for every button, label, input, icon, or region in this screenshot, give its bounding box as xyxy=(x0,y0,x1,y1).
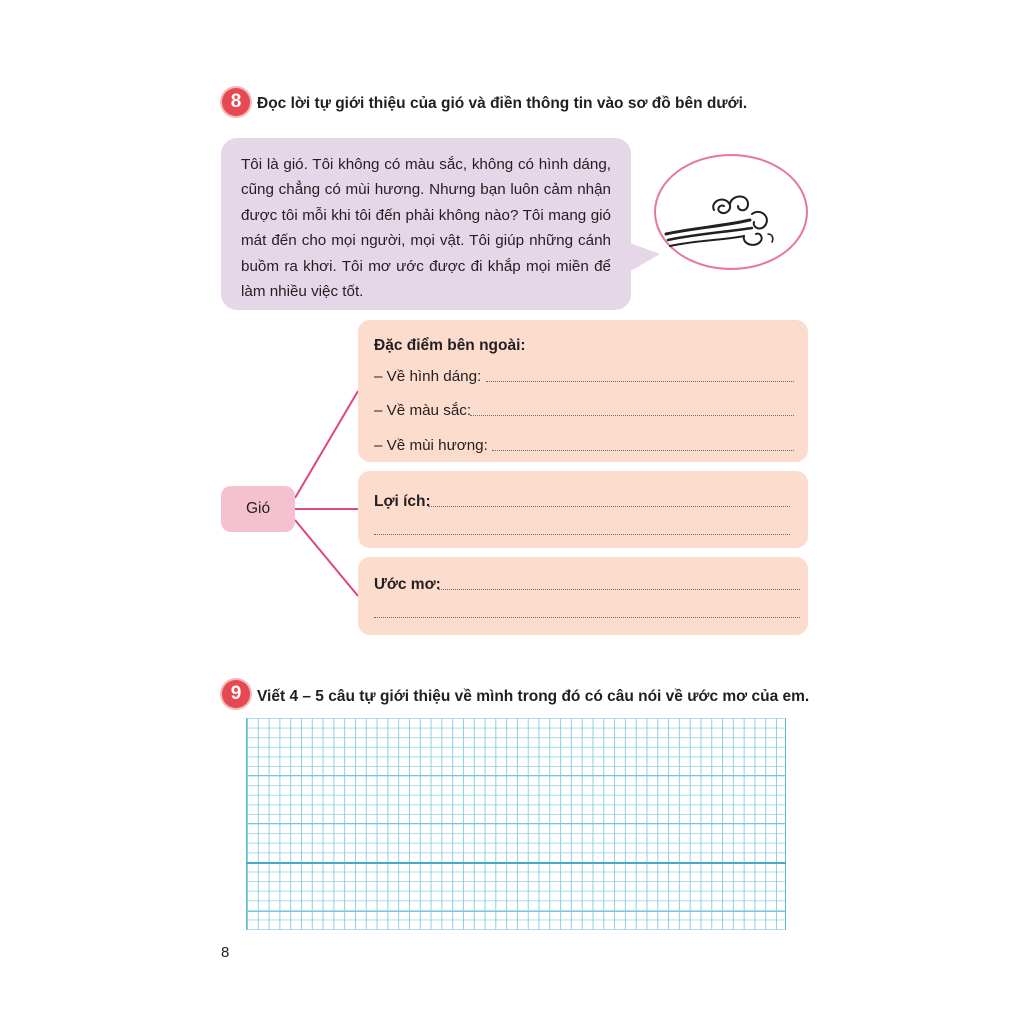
exercise-9-title: Viết 4 – 5 câu tự giới thiệu về mình trong đó có câu nói về ước mơ của em. xyxy=(257,688,810,705)
grid-line-divider xyxy=(246,862,786,864)
shape-label: – Về hình dáng: xyxy=(374,368,482,385)
benefit-box xyxy=(358,471,808,548)
benefit-answer-line-2[interactable] xyxy=(374,534,790,535)
grid-line-row-2 xyxy=(246,823,786,824)
color-answer-line[interactable] xyxy=(470,415,794,416)
exercise-8-title: Đọc lời tự giới thiệu của gió và điền thông tin vào sơ đồ bên dưới. xyxy=(257,95,748,112)
exercise-8-badge: 8 xyxy=(222,88,250,116)
exercise-9-badge: 9 xyxy=(222,680,250,708)
page-number: 8 xyxy=(221,944,230,961)
appearance-box xyxy=(358,320,808,462)
smell-answer-line[interactable] xyxy=(492,450,794,451)
benefit-label: Lợi ích: xyxy=(374,493,431,510)
appearance-heading: Đặc điểm bên ngoài: xyxy=(374,337,526,354)
dream-label: Ước mơ: xyxy=(374,576,441,593)
dream-answer-line-2[interactable] xyxy=(374,617,800,618)
color-label: – Về màu sắc: xyxy=(374,402,472,419)
diagram-center-node: Gió xyxy=(221,486,295,532)
dream-box xyxy=(358,557,808,635)
benefit-answer-line-1[interactable] xyxy=(428,506,790,507)
wind-passage: Tôi là gió. Tôi không có màu sắc, không có hình dáng, cũng chẳng có mùi hương. Nhưng bạn luôn cảm nhận được tôi mỗi khi tôi đến phải không nào? Tôi mang gió mát đến cho mọi người, mọi vật. Tôi giúp những cánh buồm ra khơi. Tôi mơ ước được đi khắp mọi miền để làm nhiều việc tốt. xyxy=(241,156,611,301)
dream-answer-line-1[interactable] xyxy=(438,589,800,590)
shape-answer-line[interactable] xyxy=(486,381,794,382)
grid-line-row-3 xyxy=(246,911,786,912)
grid-line-row-1 xyxy=(246,775,786,776)
writing-grid[interactable] xyxy=(246,718,786,930)
smell-label: – Về mùi hương: xyxy=(374,437,488,454)
